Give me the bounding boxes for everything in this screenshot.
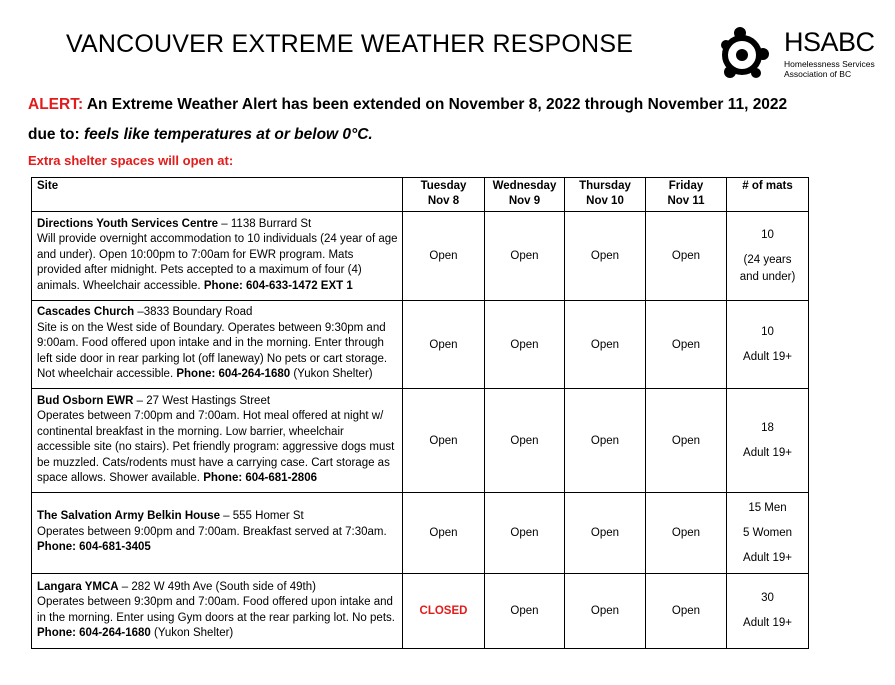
mats-note: Adult 19+ <box>743 350 792 363</box>
mats-value: 30 <box>761 592 774 604</box>
header-thursday-day: Thursday <box>579 180 631 192</box>
header-wednesday-day: Wednesday <box>492 180 557 192</box>
status-tuesday: Open <box>403 493 485 574</box>
mats-value: 18 <box>761 421 774 434</box>
site-address: –3833 Boundary Road <box>134 306 253 319</box>
site-cell <box>32 212 403 301</box>
due-line <box>28 126 373 144</box>
mats-note: Adult 19+ <box>743 617 792 629</box>
alert-text: An Extreme Weather Alert has been extended on November 8, 2022 through November 11, 2022 <box>83 96 788 113</box>
site-cell <box>32 389 403 493</box>
site-phone: Phone: 604-681-2806 <box>203 472 317 484</box>
header-wednesday <box>485 178 565 212</box>
alert-line <box>28 96 787 114</box>
status-friday: Open <box>646 301 727 389</box>
mats-note: Adult 19+ <box>743 446 792 459</box>
header-thursday-date: Nov 10 <box>586 195 624 207</box>
site-details: Site is on the West side of Boundary. Operates between 9:30pm and 9:00am. Food offered upon intake and in the morning. Enter through left side door in rear parking lot (off laneway) No pets or cart storage. Not wheelchair accessible. <box>37 321 388 381</box>
status-tuesday: Open <box>403 301 485 389</box>
hsabc-logo-icon <box>720 27 776 81</box>
alert-label: ALERT: <box>28 96 84 113</box>
header-friday-date: Nov 11 <box>667 195 705 207</box>
site-details: Operates between 9:00pm and 7:00am. Breakfast served at 7:30am. <box>37 525 387 538</box>
table-row <box>32 212 809 301</box>
site-address: – 27 West Hastings Street <box>133 394 271 407</box>
site-phone: Phone: 604-264-1680 <box>176 368 291 381</box>
page-title: VANCOUVER EXTREME WEATHER RESPONSE <box>66 30 634 58</box>
mats-cell <box>727 389 809 493</box>
status-thursday: Open <box>565 301 646 389</box>
header-site: Site <box>32 178 403 212</box>
header-tuesday <box>403 178 485 212</box>
mats-note: Adult 19+ <box>743 551 792 564</box>
header-thursday <box>565 178 646 212</box>
logo-name: HSABC <box>784 27 875 57</box>
site-address: – 1138 Burrard St <box>218 217 312 230</box>
mats-note: 5 Women <box>742 526 792 539</box>
site-name: Directions Youth Services Centre <box>37 217 219 230</box>
status-thursday: Open <box>565 574 646 649</box>
status-friday: Open <box>646 212 727 301</box>
table-row <box>32 574 809 649</box>
mats-cell <box>727 301 809 389</box>
status-thursday: Open <box>565 212 646 301</box>
header-tuesday-date: Nov 8 <box>427 195 460 207</box>
header-friday-day: Friday <box>668 180 704 192</box>
header-wednesday-date: Nov 9 <box>508 195 541 207</box>
status-wednesday: Open <box>485 212 565 301</box>
hsabc-logo <box>720 27 880 82</box>
table-row <box>32 301 809 389</box>
site-phone: Phone: 604-681-3405 <box>37 541 151 554</box>
status-thursday: Open <box>565 493 646 574</box>
site-details: Will provide overnight accommodation to 10 individuals (24 year of age and under). Open 10:00pm to 7:00am for EWR program. Mats provided after midnight. Pets accepted to a maximum of four (4) animals. Wheelchair accessible. <box>37 233 398 292</box>
site-name: Langara YMCA <box>37 580 119 593</box>
mats-cell <box>727 212 809 301</box>
site-address: – 282 W 49th Ave (South side of 49th) <box>118 580 316 593</box>
site-phone: Phone: 604-633-1472 EXT 1 <box>203 279 353 292</box>
header-tuesday-day: Tuesday <box>420 180 467 192</box>
status-friday: Open <box>646 574 727 649</box>
header-mats: # of mats <box>727 178 809 212</box>
due-prefix: due to: <box>28 126 84 143</box>
site-name: The Salvation Army Belkin House <box>37 510 220 523</box>
status-wednesday: Open <box>485 493 565 574</box>
mats-note: (24 years <box>743 253 792 266</box>
status-tuesday: Open <box>403 389 485 493</box>
site-cell <box>32 493 403 574</box>
status-tuesday: CLOSED <box>403 574 485 649</box>
header-friday <box>646 178 727 212</box>
shelter-schedule-table <box>31 177 809 649</box>
mats-value: 10 <box>761 228 774 241</box>
extra-shelter-heading: Extra shelter spaces will open at: <box>28 153 234 168</box>
due-text: feels like temperatures at or below 0°C. <box>83 126 373 143</box>
status-wednesday: Open <box>485 574 565 649</box>
site-details: Operates between 7:00pm and 7:00am. Hot meal offered at night w/ continental breakfast in the morning. Low barrier, wheelchair accessible site (no stairs). Pet friendly program: aggressive dogs must be muzzled. Cats/rodents must have a carrying case. Cart storage as space allows. Shower available. <box>37 410 395 484</box>
site-phone-note: (Yukon Shelter) <box>150 627 234 639</box>
site-phone-note: (Yukon Shelter) <box>290 368 373 381</box>
status-wednesday: Open <box>485 389 565 493</box>
site-name: Cascades Church <box>37 306 135 319</box>
mats-cell <box>727 493 809 574</box>
mats-cell <box>727 574 809 649</box>
site-name: Bud Osborn EWR <box>37 394 134 407</box>
logo-subtitle-line1: Homelessness Services <box>784 59 875 69</box>
mats-value: 10 <box>761 325 774 338</box>
logo-subtitle <box>784 59 884 79</box>
site-cell <box>32 301 403 389</box>
site-address: – 555 Homer St <box>219 510 304 523</box>
table-header-row <box>32 178 809 212</box>
table-row <box>32 389 809 493</box>
table-row <box>32 493 809 574</box>
status-tuesday: Open <box>403 212 485 301</box>
mats-value: 15 Men <box>748 501 787 514</box>
status-wednesday: Open <box>485 301 565 389</box>
mats-note: and under) <box>739 270 796 283</box>
site-phone: Phone: 604-264-1680 <box>37 627 151 639</box>
site-cell <box>32 574 403 649</box>
site-details: Operates between 9:30pm and 7:00am. Food offered upon intake and in the morning. Enter using Gym doors at the rear parking lot. No pets. <box>37 596 395 624</box>
status-thursday: Open <box>565 389 646 493</box>
status-friday: Open <box>646 389 727 493</box>
status-friday: Open <box>646 493 727 574</box>
logo-subtitle-line2: Association of BC <box>784 69 852 79</box>
